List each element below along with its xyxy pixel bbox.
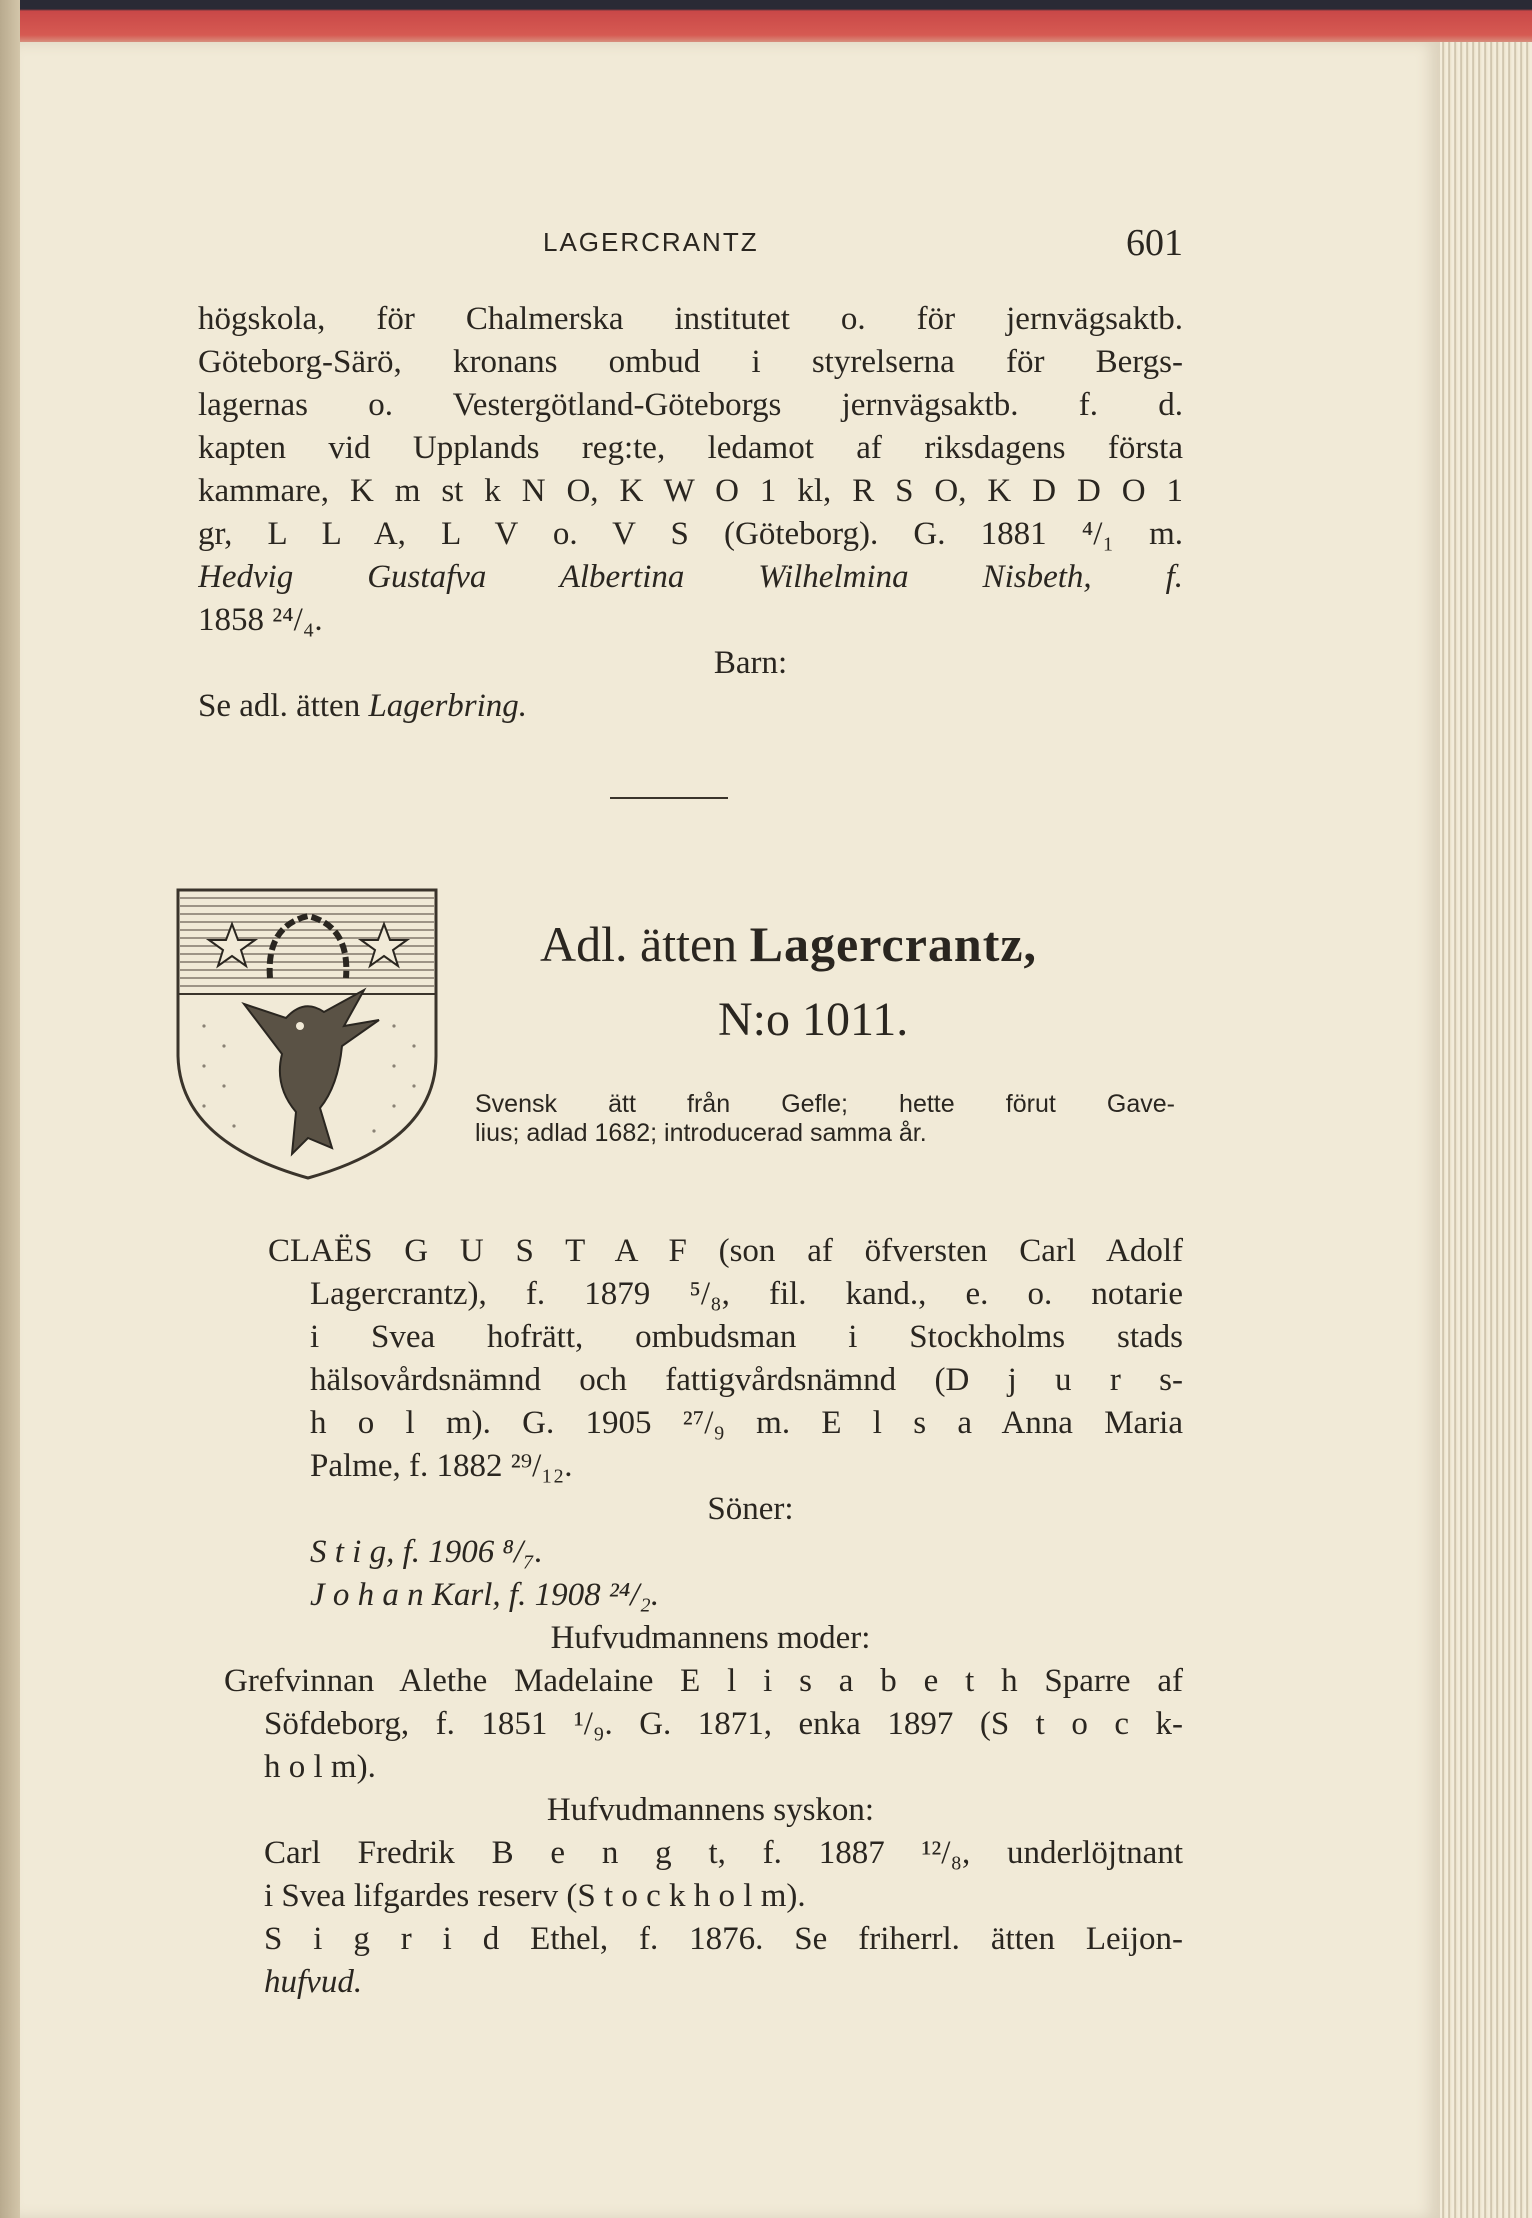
see-name: Lagerbring. [368, 688, 528, 724]
text-line: h o l m). G. 1905 ²⁷/₉ m. E l s a Anna Maria [310, 1405, 1183, 1441]
text-line: hälsovårdsnämnd och fattigvårdsnämnd (D j u r s- [310, 1362, 1183, 1398]
text-line: Carl Fredrik B e n g t, f. 1887 ¹²/₈, underlöjtnant [264, 1835, 1183, 1871]
section-divider [610, 797, 728, 799]
text-line: Grefvinnan Alethe Madelaine E l i s a b e t h Sparre af [224, 1663, 1183, 1699]
page-header [198, 222, 1183, 265]
page-number: 601 [1126, 222, 1183, 264]
text-line: lius; adlad 1682; introducerad samma år. [475, 1119, 927, 1147]
text-line: lagernas o. Vestergötland-Göteborgs jernvägsaktb. f. d. [198, 387, 1183, 423]
text-line: högskola, för Chalmerska institutet o. för jernvägsaktb. [198, 301, 1183, 337]
sons-heading: Söner: [707, 1491, 794, 1527]
son-entry: S t i g, f. 1906 ⁸/₇. [310, 1534, 543, 1570]
spouse-line: Hedvig Gustafva Albertina Wilhelmina Nisbeth, f. [198, 559, 1183, 595]
book-gutter [0, 0, 20, 2218]
text-line: gr, L L A, L V o. V S (Göteborg). G. 1881 ⁴/₁ m. [198, 516, 1183, 552]
text-line: kapten vid Upplands reg:te, ledamot af riksdagens första [198, 430, 1183, 466]
text-line: kammare, K m st k N O, K W O 1 kl, R S O, K D D O 1 [198, 473, 1183, 509]
see-prefix: Se adl. ätten [198, 688, 361, 724]
coat-of-arms-icon [174, 886, 444, 1184]
text-line: Lagercrantz), f. 1879 ⁵/₈, fil. kand., e. o. notarie [310, 1276, 1183, 1312]
see-reference [198, 685, 1183, 728]
text-line: Göteborg-Särö, kronans ombud i styrelserna för Bergs- [198, 344, 1183, 380]
text-line: S i g r i d Ethel, f. 1876. Se friherrl. ätten Leijon- [264, 1921, 1183, 1957]
birth-line: 1858 ²⁴/₄. [198, 602, 323, 638]
family-description [475, 1090, 1175, 1148]
text-line: hufvud. [264, 1964, 363, 2000]
text-line: i Svea hofrätt, ombudsman i Stockholms stads [310, 1319, 1183, 1355]
barn-heading: Barn: [713, 645, 788, 681]
page-stack-edge [1440, 42, 1532, 2218]
family-title-prefix: Adl. ätten [540, 916, 738, 972]
text-line: h o l m). [264, 1749, 376, 1785]
text-line: i Svea lifgardes reserv (S t o c k h o l m). [264, 1878, 806, 1914]
text-line: Palme, f. 1882 ²⁹/₁₂. [310, 1448, 573, 1484]
family-number: N:o 1011. [718, 993, 909, 1046]
mother-heading: Hufvudmannens moder: [550, 1620, 871, 1656]
head-paragraph [198, 1230, 1183, 2004]
intro-paragraph [198, 298, 1183, 728]
running-title: LAGERCRANTZ [543, 227, 759, 257]
family-title-name: Lagercrantz, [749, 916, 1038, 972]
text-line: Svensk ätt från Gefle; hette förut Gave- [475, 1090, 1175, 1118]
siblings-heading: Hufvudmannens syskon: [546, 1792, 875, 1828]
text-line: Söfdeborg, f. 1851 ¹/₉. G. 1871, enka 1897 (S t o c k- [264, 1706, 1183, 1742]
text-line: CLAËS G U S T A F (son af öfversten Carl Adolf [268, 1233, 1183, 1269]
son-entry: J o h a n Karl, f. 1908 ²⁴/₂. [310, 1577, 660, 1613]
family-title [540, 915, 1037, 973]
